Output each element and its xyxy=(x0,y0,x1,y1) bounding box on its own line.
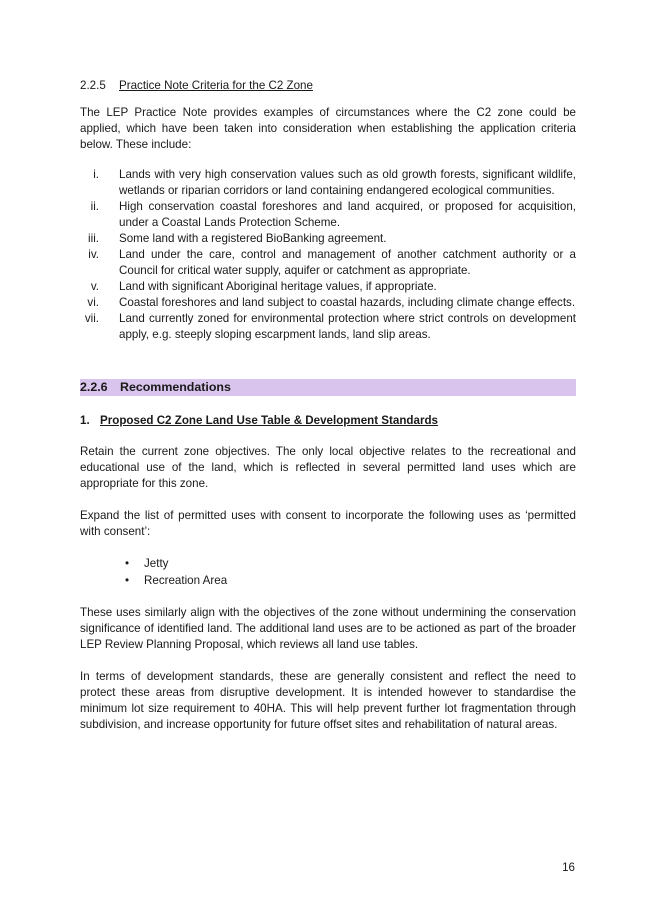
list-item xyxy=(80,231,576,247)
list-item xyxy=(80,199,576,231)
section-number: 2.2.5 xyxy=(80,79,106,92)
list-item-text: High conservation coastal foreshores and land acquired, or proposed for acquisition, under a Coastal Lands Protection Scheme. xyxy=(119,200,576,229)
list-marker: i. xyxy=(93,168,99,181)
list-item-text: Jetty xyxy=(144,557,169,570)
list-item-text: Land under the care, control and management of another catchment authority or a Council for critical water supply, aquifer or catchment as appropriate. xyxy=(119,248,576,277)
recommendation-heading xyxy=(80,413,576,429)
list-item xyxy=(80,279,576,295)
document-page xyxy=(80,78,576,733)
list-marker: ii. xyxy=(90,200,99,213)
paragraph-zone-objectives: Retain the current zone objectives. The only local objective relates to the recreational and educational use of the land, which is reflected in several permitted land uses which are appropriate for this zone. xyxy=(80,445,576,490)
list-item-text: Some land with a registered BioBanking agreement. xyxy=(119,232,387,245)
list-item xyxy=(80,573,576,590)
paragraph-permitted-uses: Expand the list of permitted uses with consent to incorporate the following uses as ‘permitted with consent’: xyxy=(80,509,576,538)
paragraph-alignment: These uses similarly align with the objectives of the zone without undermining the conservation significance of identified land. The additional land uses are to be actioned as part of the broader LEP Review Planning Proposal, which reviews all land use tables. xyxy=(80,606,576,651)
list-item xyxy=(80,167,576,199)
list-item xyxy=(80,556,576,573)
list-item xyxy=(80,311,576,343)
section-title: Practice Note Criteria for the C2 Zone xyxy=(119,79,313,92)
criteria-list xyxy=(80,167,576,343)
page-number: 16 xyxy=(562,861,575,874)
list-item-text: Land with significant Aboriginal heritage values, if appropriate. xyxy=(119,280,437,293)
list-item-text: Coastal foreshores and land subject to coastal hazards, including climate change effects. xyxy=(119,296,576,309)
list-marker: vi. xyxy=(87,296,99,309)
permitted-uses-list xyxy=(80,556,576,590)
bullet-icon: • xyxy=(125,557,130,570)
section-number: 2.2.6 xyxy=(80,380,108,394)
list-marker: iv. xyxy=(88,248,99,261)
intro-paragraph: The LEP Practice Note provides examples of circumstances where the C2 zone could be applied, which have been taken into consideration when establishing the application criteria below. These include: xyxy=(80,106,576,151)
list-marker: vii. xyxy=(84,312,99,325)
recommendation-number: 1. xyxy=(80,414,90,427)
list-item-text: Lands with very high conservation values such as old growth forests, significant wildlife, wetlands or riparian corridors or land containing endangered ecological communities. xyxy=(119,168,576,197)
paragraph-development-standards: In terms of development standards, these are generally consistent and reflect the need to protect these areas from disruptive development. It is intended however to standardise the minimum lot size requirement to 40HA. This will help prevent further lot fragmentation through subdivision, and increase opportunity for future offset sites and rehabilitation of natural areas. xyxy=(80,670,576,731)
list-marker: iii. xyxy=(88,232,99,245)
section-title: Recommendations xyxy=(120,380,231,394)
list-marker: v. xyxy=(90,280,99,293)
section-heading-2-2-6 xyxy=(80,379,576,396)
list-item-text: Land currently zoned for environmental protection where strict controls on development apply, e.g. steeply sloping escarpment lands, land slip areas. xyxy=(119,312,576,341)
list-item xyxy=(80,295,576,311)
section-heading-2-2-5 xyxy=(80,78,576,94)
list-item xyxy=(80,247,576,279)
bullet-icon: • xyxy=(125,574,130,587)
list-item-text: Recreation Area xyxy=(144,574,228,587)
recommendation-title: Proposed C2 Zone Land Use Table & Development Standards xyxy=(100,414,439,427)
